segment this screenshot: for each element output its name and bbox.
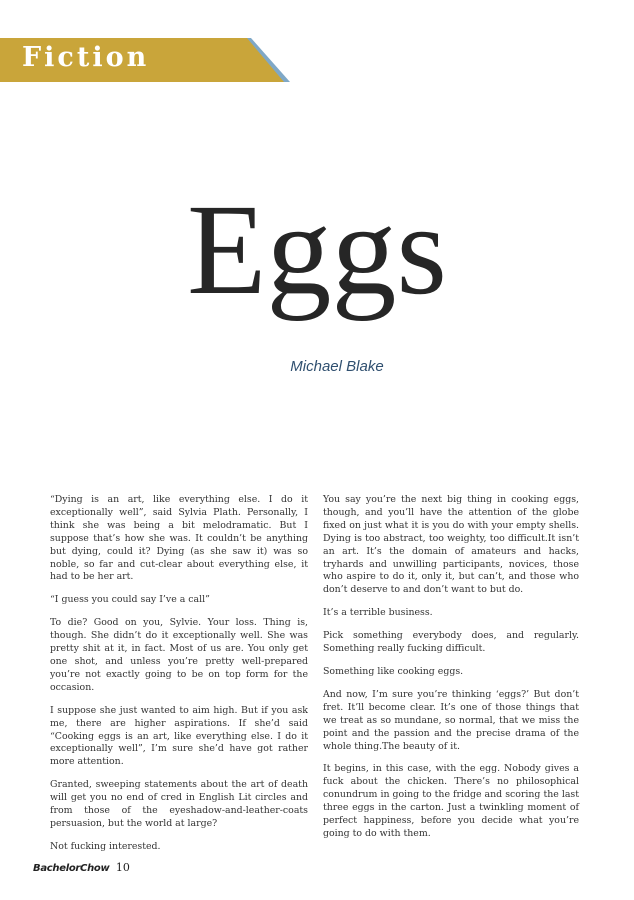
paragraph: To die? Good on you, Sylvie. Your loss. Thing is, though. She didn’t do it exceptionally well. She was pretty shit at it, in fact. Most of us are. You only get one shot, and unless you’re pretty well-prepared you’re not exactly going to be on top form for the occasion. — [50, 617, 308, 693]
page-footer — [33, 861, 130, 874]
paragraph: I suppose she just wanted to aim high. But if you ask me, there are higher aspirations. If she’d said “Cooking eggs is an art, like everything else. I do it exceptionally well”, I’m sure she’d have got rather more attention. — [50, 704, 308, 768]
paragraph: “I guess you could say I’ve a call” — [50, 594, 210, 606]
magazine-brand: BachelorChow — [33, 863, 110, 874]
paragraph: Something like cooking eggs. — [323, 665, 464, 677]
author-byline: Michael Blake — [290, 358, 384, 375]
body-column-right — [323, 494, 579, 851]
section-banner — [0, 38, 290, 82]
paragraph: It begins, in this case, with the egg. Nobody gives a fuck about the chicken. There’s no philosophical conundrum in going to the fridge and scoring the last three eggs in the carton. Just a twinkling moment of perfect happiness, before you decide what you’re going to do with them. — [323, 763, 579, 839]
paragraph: It’s a terrible business. — [323, 607, 433, 619]
paragraph: “Dying is an art, like everything else. I do it exceptionally well”, said Sylvia Plath. Personally, I think she was being a bit melodramatic. But I suppose that’s how she was. It couldn’t be anything but dying, could it? Dying (as she saw it) was so noble, so far and cut-clear about everything else, it had to be her art. — [50, 494, 308, 583]
paragraph: And now, I’m sure you’re thinking ‘eggs?’ But don’t fret. It’ll become clear. It’s one of those things that we treat as so mundane, so normal, that we miss the point and the passion and the precise drama of the whole thing.The beauty of it. — [323, 688, 579, 752]
paragraph: Granted, sweeping statements about the art of death will get you no end of cred in English Lit circles and from those of the eyeshadow-and-leather-coats persuasion, but the world at large? — [50, 779, 308, 829]
article-title: Eggs — [187, 178, 447, 322]
paragraph: You say you’re the next big thing in cooking eggs, though, and you’ll have the attention of the globe fixed on just what it is you do with your empty shells. Dying is too abstract, too weighty, too difficult.It isn’t an art. It’s the domain of amateurs and hacks, tryhards and unwilling participants, novices, those who aspire to do it, only it, but can’t, and those who don’t deserve to and don’t want to but do. — [323, 494, 579, 596]
body-column-left — [50, 494, 308, 864]
paragraph: Not fucking interested. — [50, 840, 161, 852]
page-number: 10 — [115, 861, 130, 874]
paragraph: Pick something everybody does, and regularly. Something really fucking difficult. — [323, 630, 579, 655]
section-label: Fiction — [22, 42, 150, 73]
